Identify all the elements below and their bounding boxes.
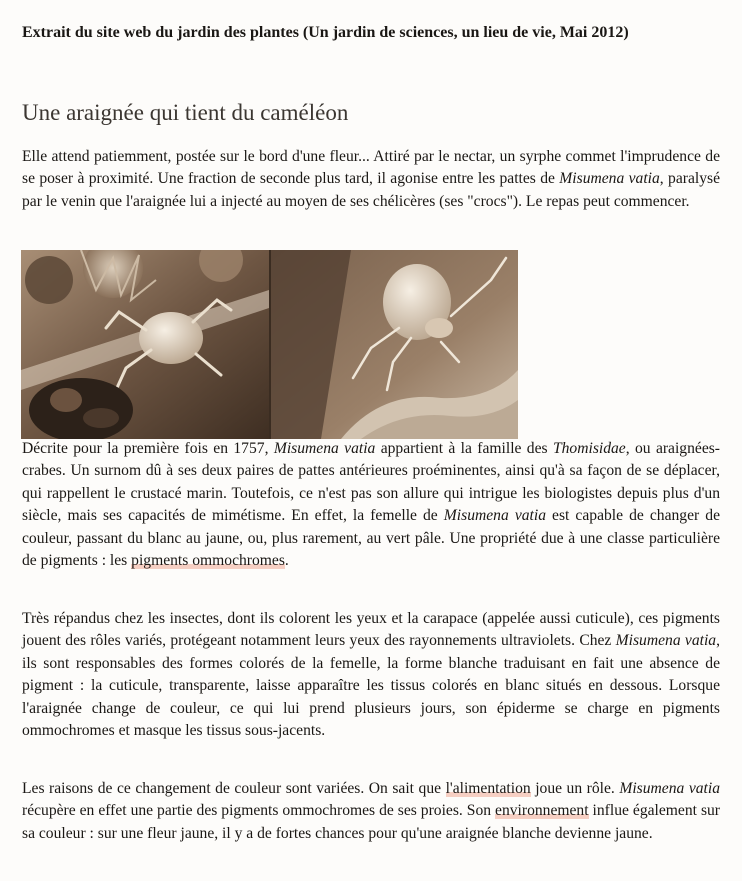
species-name: Misumena vatia (619, 780, 721, 797)
paragraph-4-text-d: influe également sur sa couleur : sur une fleur jaune, il y a de fortes chances pour qu'une araignée blanche devienne jaune. (22, 802, 720, 842)
paragraph-4-text-c: récupère en effet une partie des pigments ommochromes de ses proies. Son (22, 802, 496, 820)
paragraph-2-text-e: . (284, 552, 289, 570)
spider-photo (21, 250, 518, 439)
species-name: Misumena vatia (615, 632, 717, 650)
paragraph-3 (22, 608, 720, 742)
paragraph-1-text-b: , paralysé par le venin que l'araignée lui a injecté au moyen de ses chélicères (ses "crocs"). Le repas peut commencer. (22, 170, 721, 210)
family-name: Thomisidae (552, 440, 626, 457)
species-name: Misumena vatia (443, 507, 546, 525)
highlight-environnement: environnement (495, 802, 589, 820)
paragraph-4-text-b: joue un rôle. (530, 780, 620, 797)
paragraph-1-text-a: Elle attend patiemment, postée sur le bord d'une fleur... Attiré par le nectar, un syrphe commet l'imprudence de se poser à proximité. Une fraction de seconde plus tard, il agonise entre les pattes de (22, 148, 720, 188)
spider-photo-image (21, 250, 518, 439)
paragraph-2-text-d: est capable de changer de couleur, passant du blanc au jaune, ou, plus rarement, au vert pâle. Une propriété due à une classe particulière de pigments : les (22, 507, 720, 570)
highlight-ommochromes: pigments ommochromes (131, 552, 285, 570)
article-title: Une araignée qui tient du caméléon (22, 100, 349, 125)
highlight-alimentation: l'alimentation (445, 780, 531, 797)
paragraph-2 (22, 438, 720, 572)
paragraph-3-text-b: , ils sont responsables des formes colorés de la femelle, la forme blanche traduisant en fait une absence de pigment : la cuticule, transparente, laisse apparaître les tissus colorés en blanc situés en dessous. Lorsque l'araignée change de couleur, ce qui lui prend plusieurs jours, son épiderme se charge en pigments ommochromes et masque les tissus sous-jacents. (22, 632, 720, 740)
species-name: Misumena vatia (273, 440, 376, 457)
species-name: Misumena vatia (559, 170, 660, 188)
paragraph-3-text-a: Très répandus chez les insectes, dont ils colorent les yeux et la carapace (appelée aussi cuticule), ces pigments jouent des rôles variés, protégeant notamment leurs yeux des rayonnements ultraviolets. Chez (22, 610, 720, 650)
paragraph-4 (22, 778, 720, 845)
source-header: Extrait du site web du jardin des plantes (Un jardin de sciences, un lieu de vie, Mai 2012) (22, 24, 629, 41)
paragraph-4-text-a: Les raisons de ce changement de couleur sont variées. On sait que (22, 780, 446, 797)
paragraph-2-text-c: , ou araignées-crabes. Un surnom dû à ses deux paires de pattes antérieures proéminentes, ainsi qu'à sa façon de se déplacer, qui rappellent le crustacé marin. Toutefois, ce n'est pas son allure qui intrigue les biologistes depuis plus d'un siècle, mais ses capacités de mimétisme. En effet, la femelle de (22, 440, 721, 525)
paragraph-2-text-a: Décrite pour la première fois en 1757, (22, 440, 274, 457)
paragraph-2-text-b: appartient à la famille des (375, 440, 553, 457)
paragraph-1 (22, 146, 720, 213)
